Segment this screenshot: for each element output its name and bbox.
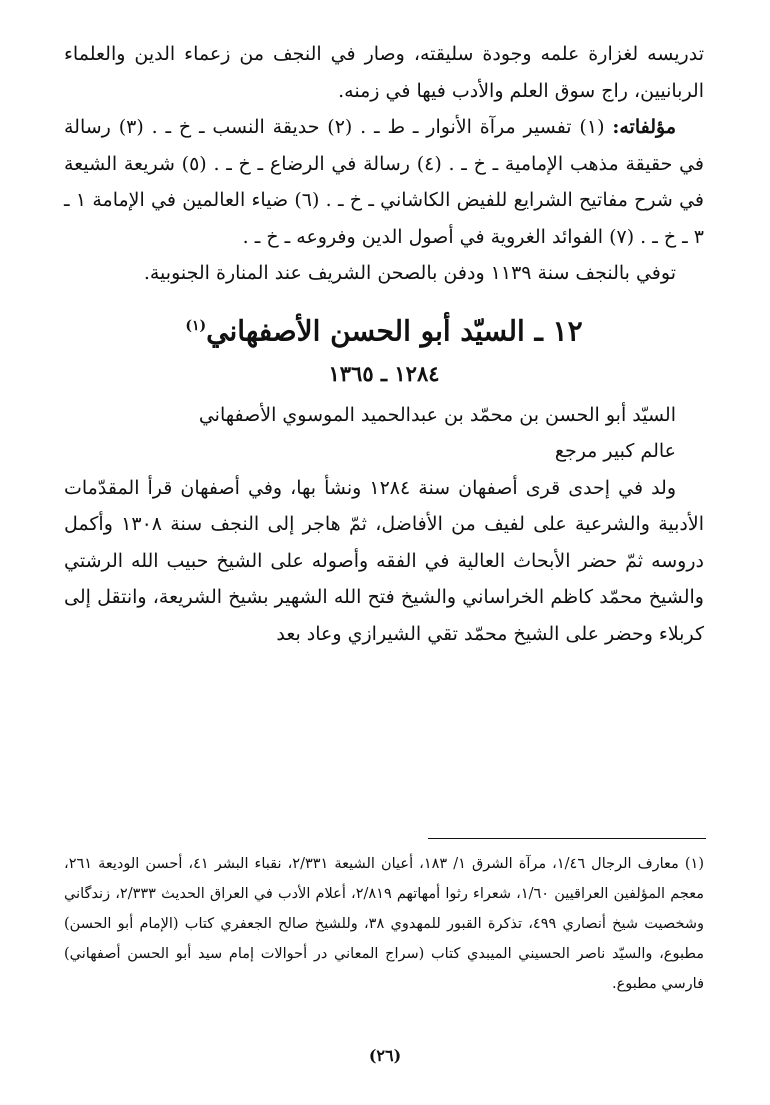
works-label: مؤلفاته:: [612, 116, 676, 138]
life-years: ١٢٨٤ ـ ١٣٦٥: [328, 360, 440, 386]
paragraph-teaching: تدريسه لغزارة علمه وجودة سليقته، وصار في النجف من زعماء الدين والعلماء الربانيين، راج سوق العلم والأدب فيها في زمنه.: [64, 43, 704, 102]
section-heading: [64, 304, 704, 353]
paragraph-works: [64, 109, 704, 255]
paragraph-biography: ولد في إحدى قرى أصفهان سنة ١٢٨٤ ونشأ بها، وفي أصفهان قرأ المقدّمات الأدبية والشرعية على لفيف من الأفاضل، ثمّ هاجر إلى النجف سنة ١٣٠٨ وأكمل دروسه ثمّ حضر الأبحاث العالية في الفقه وأصوله على الشيخ حبيب الله الرشتي والشيخ محمّد كاظم الخراساني والشيخ فتح الله الشهير بشيخ الشريعة، وانتقل إلى كربلاء وحضر على الشيخ محمّد تقي الشيرازي وعاد بعد: [64, 476, 704, 645]
footnote-divider: [428, 838, 706, 839]
footnote-1: (١) معارف الرجال ١/٤٦، مرآة الشرق ١/ ١٨٣، أعيان الشيعة ٢/٣٣١، نقباء البشر ٤١، أحسن الوديعة ٢٦١، معجم المؤلفين العراقيين ١/٦٠، شعراء رثوا أمهاتهم ٢/٨١٩، أعلام الأدب في العراق الحديث ٢/٣٣٣، زندگاني وشخصيت شيخ أنصاري ٤٩٩، تذكرة القبور للمهدوي ٣٨، وللشيخ صالح الجعفري كتاب (الإمام أبو الحسن) مطبوع، والسيّد ناصر الحسيني الميبدي كتاب (سراج المعاني در أحوالات إمام سيد أبو الحسن أصفهاني) فارسي مطبوع.: [64, 856, 704, 992]
works-list: (١) تفسير مرآة الأنوار ـ ط ـ . (٢) حديقة النسب ـ خ ـ . (٣) رسالة في حقيقة مذهب الإمامية ـ خ ـ . (٤) رسالة في الرضاع ـ خ ـ . (٥) شريعة الشيعة في شرح مفاتيح الشرايع للفيض الكاشاني ـ خ ـ . (٦) ضياء العالمين في الإمامة ١ ـ ٣ ـ خ ـ . (٧) الفوائد الغروية في أصول الدين وفروعه ـ خ ـ .: [64, 116, 705, 248]
footnotes: [64, 849, 704, 999]
page-number: (٢٦): [368, 1046, 402, 1065]
heading-footnote-marker: (١): [185, 317, 207, 334]
main-text: [64, 36, 704, 652]
scholar-title: عالم كبير مرجع: [554, 440, 676, 463]
full-name: السيّد أبو الحسن بن محمّد بن عبدالحميد الموسوي الأصفهاني: [198, 403, 676, 426]
heading-text: ١٢ ـ السيّد أبو الحسن الأصفهاني: [206, 313, 583, 347]
paragraph-death: توفي بالنجف سنة ١١٣٩ ودفن بالصحن الشريف عند المنارة الجنوبية.: [143, 262, 676, 284]
